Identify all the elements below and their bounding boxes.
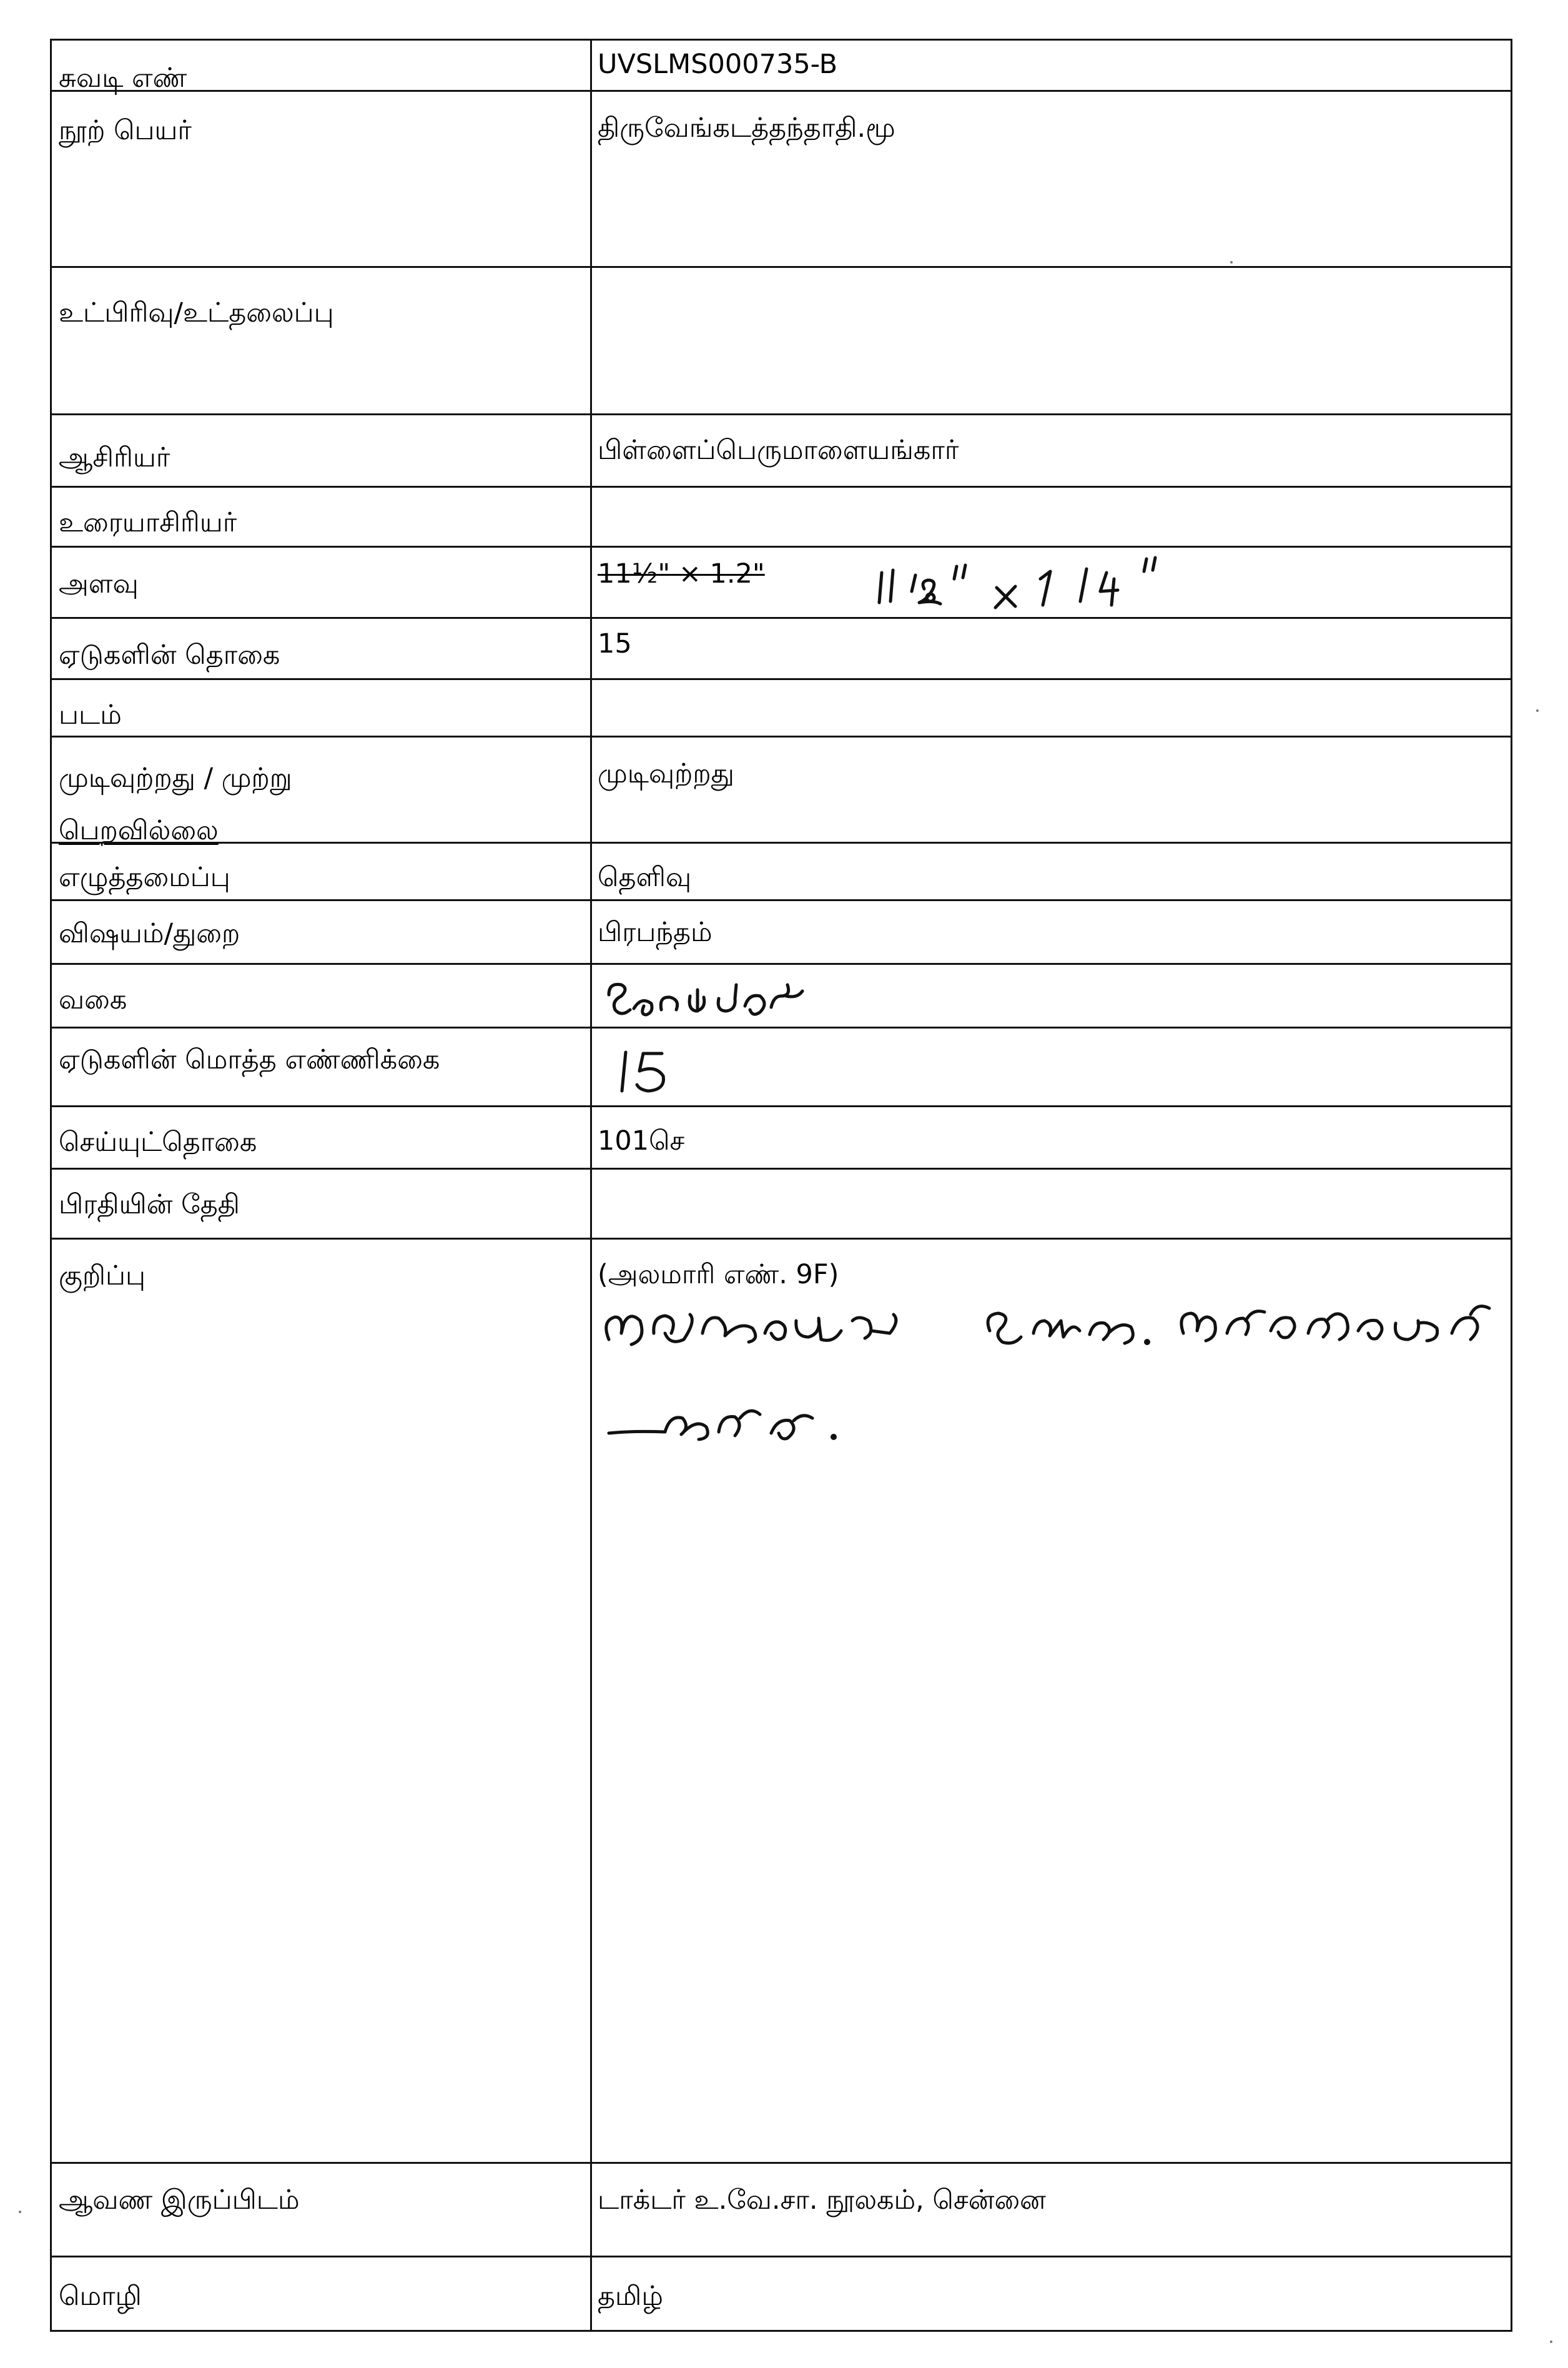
value-manuscript-number: UVSLMS000735-B — [598, 49, 838, 80]
label-completion-line2: பெறவில்லை — [59, 814, 219, 846]
value-language: தமிழ் — [598, 2281, 663, 2312]
handwritten-size — [874, 554, 1224, 616]
row-verse-count — [50, 1105, 1512, 1168]
row-manuscript-number — [50, 39, 1512, 94]
row-completion — [50, 736, 1512, 846]
row-leaf-count — [50, 617, 1512, 678]
value-title: திருவேங்கடத்தந்தாதி.மூ — [598, 112, 895, 144]
value-repository: டாக்டர் உ.வே.சா. நூலகம், சென்னை — [598, 2184, 1046, 2216]
label-total-leaves: ஏடுகளின் மொத்த எண்ணிக்கை — [59, 1044, 440, 1075]
scan-speck — [1550, 2341, 1552, 2343]
scan-speck — [1230, 261, 1233, 264]
label-repository: ஆவண இருப்பிடம் — [59, 2184, 300, 2216]
row-script-quality — [50, 842, 1512, 899]
label-author: ஆசிரியர் — [59, 442, 170, 473]
row-size — [50, 546, 1512, 617]
handwritten-type — [596, 971, 871, 1034]
value-total-leaves — [590, 1029, 1512, 1105]
value-commentator — [590, 488, 1512, 546]
label-language: மொழி — [59, 2281, 142, 2312]
row-commentator — [50, 486, 1512, 546]
value-verse-count: 101செ — [598, 1125, 685, 1157]
value-leaf-count: 15 — [598, 628, 632, 659]
row-language — [50, 2256, 1512, 2332]
row-repository — [50, 2162, 1512, 2256]
row-type — [50, 963, 1512, 1027]
value-notes: (அலமாரி எண். 9F) — [598, 1259, 839, 1290]
row-title — [50, 90, 1512, 266]
scan-speck — [1536, 709, 1539, 712]
handwritten-notes — [596, 1296, 1514, 1477]
label-subtitle: உட்பிரிவு/உட்தலைப்பு — [59, 297, 334, 328]
handwritten-total-leaves — [612, 1046, 712, 1102]
label-leaf-count: ஏடுகளின் தொகை — [59, 639, 280, 671]
label-completion — [50, 738, 590, 846]
label-copy-date: பிரதியின் தேதி — [59, 1189, 240, 1220]
label-verse-count: செய்யுட்தொகை — [59, 1127, 257, 1158]
row-notes — [50, 1238, 1512, 2162]
label-size: அளவு — [59, 568, 139, 599]
value-subtitle — [590, 268, 1512, 413]
row-subject — [50, 899, 1512, 963]
value-author: பிள்ளைப்பெருமாளையங்கார் — [598, 435, 959, 466]
value-size-struck: 11½" × 1.2" — [598, 558, 765, 590]
label-notes: குறிப்பு — [59, 1260, 145, 1291]
label-type: வகை — [59, 984, 127, 1015]
column-divider — [590, 39, 592, 2332]
value-script-quality: தெளிவு — [598, 862, 692, 893]
label-commentator: உரையாசிரியர் — [59, 507, 237, 538]
value-subject: பிரபந்தம் — [598, 917, 713, 948]
row-subtitle — [50, 266, 1512, 413]
value-copy-date — [590, 1170, 1512, 1238]
value-illustration — [590, 680, 1512, 736]
row-copy-date — [50, 1168, 1512, 1238]
value-completion: முடிவுற்றது — [598, 758, 734, 789]
row-illustration — [50, 678, 1512, 736]
scan-speck — [19, 2211, 21, 2213]
label-manuscript-number: சுவடி எண் — [59, 62, 187, 94]
label-title: நூற் பெயர் — [59, 115, 192, 146]
label-script-quality: எழுத்தமைப்பு — [59, 862, 230, 893]
label-completion-line1: முடிவுற்றது / முற்று — [59, 762, 292, 794]
label-illustration: படம் — [59, 699, 122, 731]
row-total-leaves — [50, 1027, 1512, 1105]
label-subject: விஷயம்/துறை — [59, 918, 240, 949]
row-author — [50, 413, 1512, 486]
